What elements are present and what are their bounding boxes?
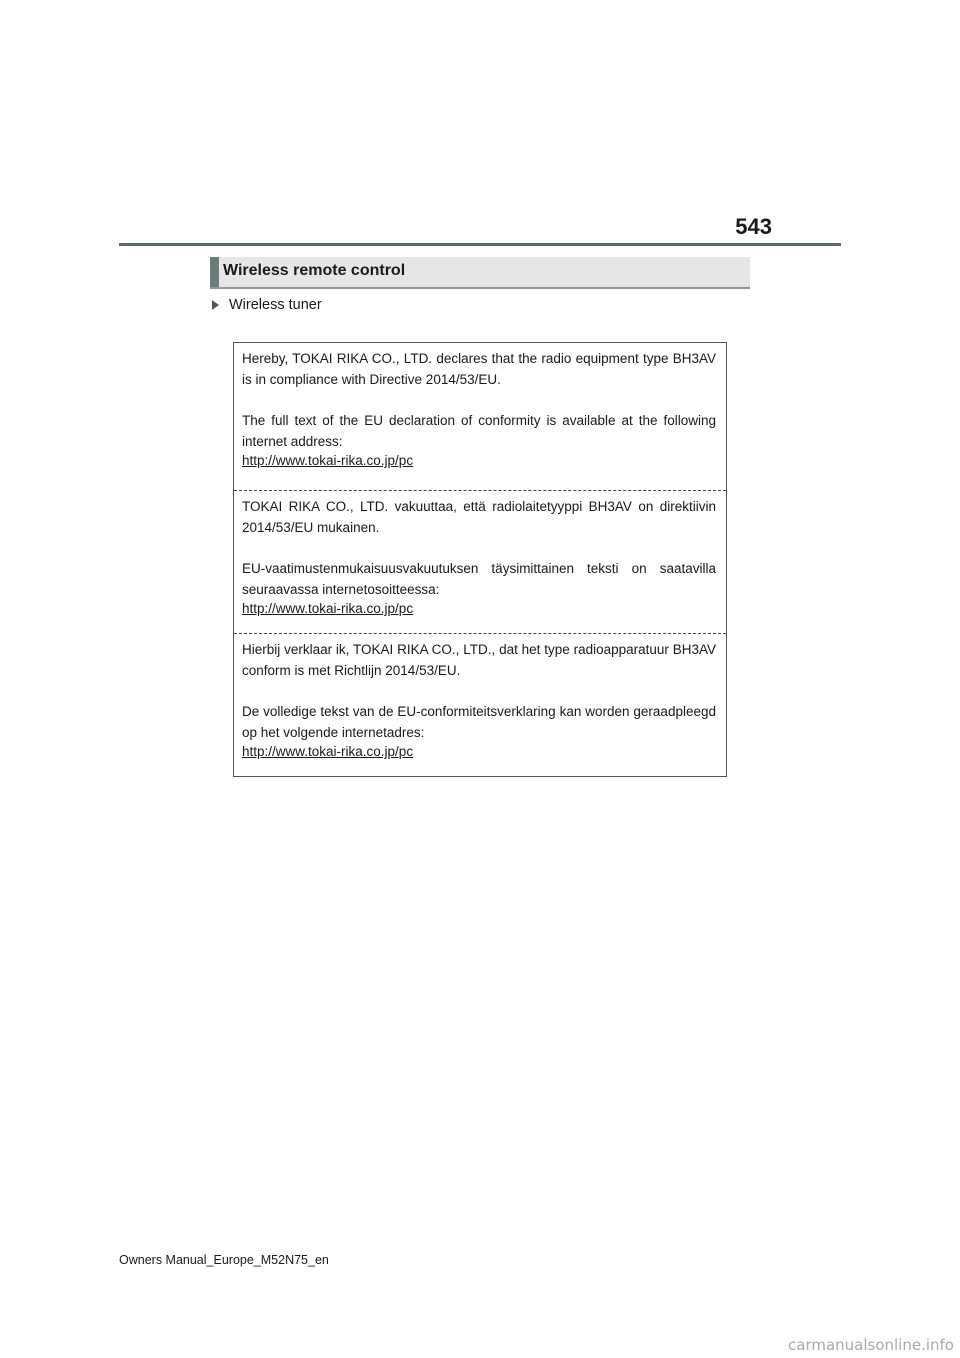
triangle-bullet-icon [212, 300, 219, 310]
declaration-dutch [234, 633, 726, 776]
declaration-finnish [234, 490, 726, 633]
section-header-bar [210, 257, 219, 287]
declaration-english [234, 343, 726, 490]
declaration-availability: EU-vaatimustenmukaisuusvakuutuksen täysimittainen teksti on saatavilla seuraavassa internetosoitteessa: [242, 561, 716, 597]
watermark: carmanualsonline.info [788, 1336, 954, 1354]
header-rule [119, 243, 841, 246]
declaration-box [233, 342, 727, 777]
declaration-statement: Hierbij verklaar ik, TOKAI RIKA CO., LTD., dat het type radioapparatuur BH3AV conform is met Richtlijn 2014/53/EU. [242, 642, 716, 678]
page-footer: Owners Manual_Europe_M52N75_en [119, 1253, 329, 1267]
section-title: Wireless remote control [223, 262, 406, 279]
declaration-link[interactable]: http://www.tokai-rika.co.jp/pc [242, 601, 414, 616]
declaration-availability: De volledige tekst van de EU-conformiteitsverklaring kan worden geraadpleegd op het volgende internetadres: [242, 704, 716, 740]
subsection-heading [212, 297, 322, 313]
subsection-label: Wireless tuner [229, 297, 322, 313]
section-header [210, 257, 750, 289]
declaration-statement: TOKAI RIKA CO., LTD. vakuuttaa, että radiolaitetyyppi BH3AV on direktiivin 2014/53/EU mukainen. [242, 499, 716, 535]
declaration-statement: Hereby, TOKAI RIKA CO., LTD. declares that the radio equipment type BH3AV is in compliance with Directive 2014/53/EU. [242, 351, 716, 387]
declaration-link[interactable]: http://www.tokai-rika.co.jp/pc [242, 744, 414, 759]
declaration-availability: The full text of the EU declaration of conformity is available at the following internet address: [242, 413, 716, 449]
declaration-link[interactable]: http://www.tokai-rika.co.jp/pc [242, 453, 414, 468]
page-number: 543 [735, 214, 772, 239]
